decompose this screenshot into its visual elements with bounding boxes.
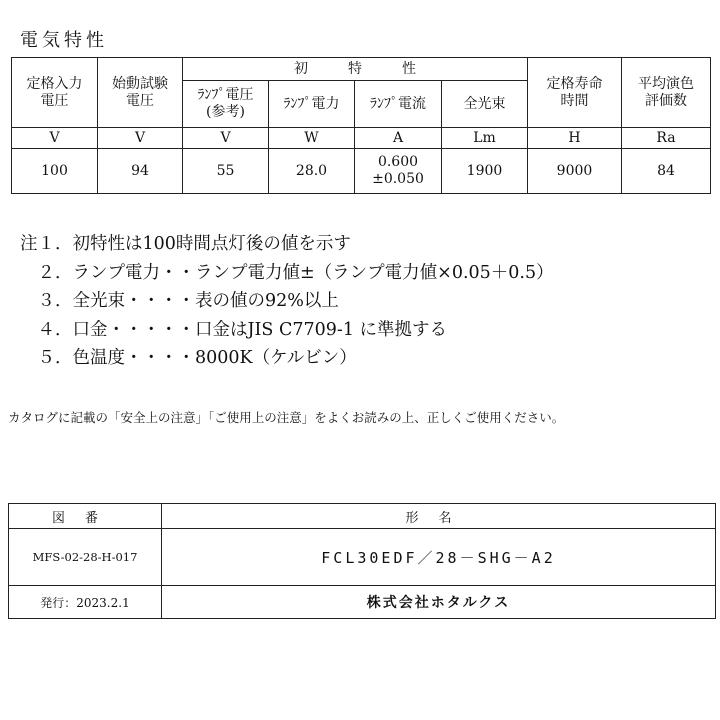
value-rated-input-voltage: 100 [12, 149, 98, 194]
value-cri: 84 [622, 149, 711, 194]
note-item: ２．ランプ電力・・ランプ電力値±（ランプ電力値×0.05＋0.5） [20, 262, 554, 283]
note-item: 注１．初特性は100時間点灯後の値を示す [20, 234, 351, 254]
model-name-label: 形名 [162, 504, 716, 529]
header-color-rendering-index: 平均演色 評価数 [622, 58, 711, 128]
title-block [8, 503, 716, 619]
header-luminous-flux: 全光束 [442, 81, 528, 128]
drawing-number-label: 図番 [9, 504, 162, 529]
unit-cell: H [528, 128, 622, 149]
electrical-spec-table [11, 57, 711, 194]
value-rated-life: 9000 [528, 149, 622, 194]
caution-text: カタログに記載の「安全上の注意」「ご使用上の注意」をよくお読みの上、正しくご使用ください。 [8, 410, 565, 425]
unit-cell: V [12, 128, 98, 149]
header-lamp-power: ﾗﾝﾌﾟ電力 [269, 81, 355, 128]
header-lamp-current: ﾗﾝﾌﾟ電流 [355, 81, 442, 128]
units-row [12, 128, 711, 149]
unit-cell: V [98, 128, 183, 149]
company-name: 株式会社ホタルクス [162, 586, 716, 619]
header-rated-input-voltage: 定格入力 電圧 [12, 58, 98, 128]
note-item: ４．口金・・・・・口金はJIS C7709-1 に準拠する [20, 319, 448, 340]
unit-cell: W [269, 128, 355, 149]
header-initial-characteristics: 初特性 [183, 58, 528, 81]
model-name: FCL30EDF／28－SHG－A2 [162, 529, 716, 586]
unit-cell: Ra [622, 128, 711, 149]
note-item: ３．全光束・・・・表の値の92%以上 [20, 291, 339, 311]
value-starting-test-voltage: 94 [98, 149, 183, 194]
value-luminous-flux: 1900 [442, 149, 528, 194]
unit-cell: A [355, 128, 442, 149]
note-item: ５．色温度・・・・8000K（ケルビン） [20, 348, 357, 368]
section-title: 電気特性 [20, 30, 108, 51]
value-lamp-voltage: 55 [183, 149, 269, 194]
header-lamp-voltage: ﾗﾝﾌﾟ電圧 (参考) [183, 81, 269, 128]
header-rated-life: 定格寿命 時間 [528, 58, 622, 128]
notes-list [20, 230, 554, 373]
header-starting-test-voltage: 始動試験 電圧 [98, 58, 183, 128]
unit-cell: Lm [442, 128, 528, 149]
value-lamp-current: 0.600 ±0.050 [355, 149, 442, 194]
values-row [12, 149, 711, 194]
unit-cell: V [183, 128, 269, 149]
drawing-number: MFS-02-28-H-017 [9, 529, 162, 586]
issue-date: 発行：2023.2.1 [9, 586, 162, 619]
value-lamp-power: 28.0 [269, 149, 355, 194]
